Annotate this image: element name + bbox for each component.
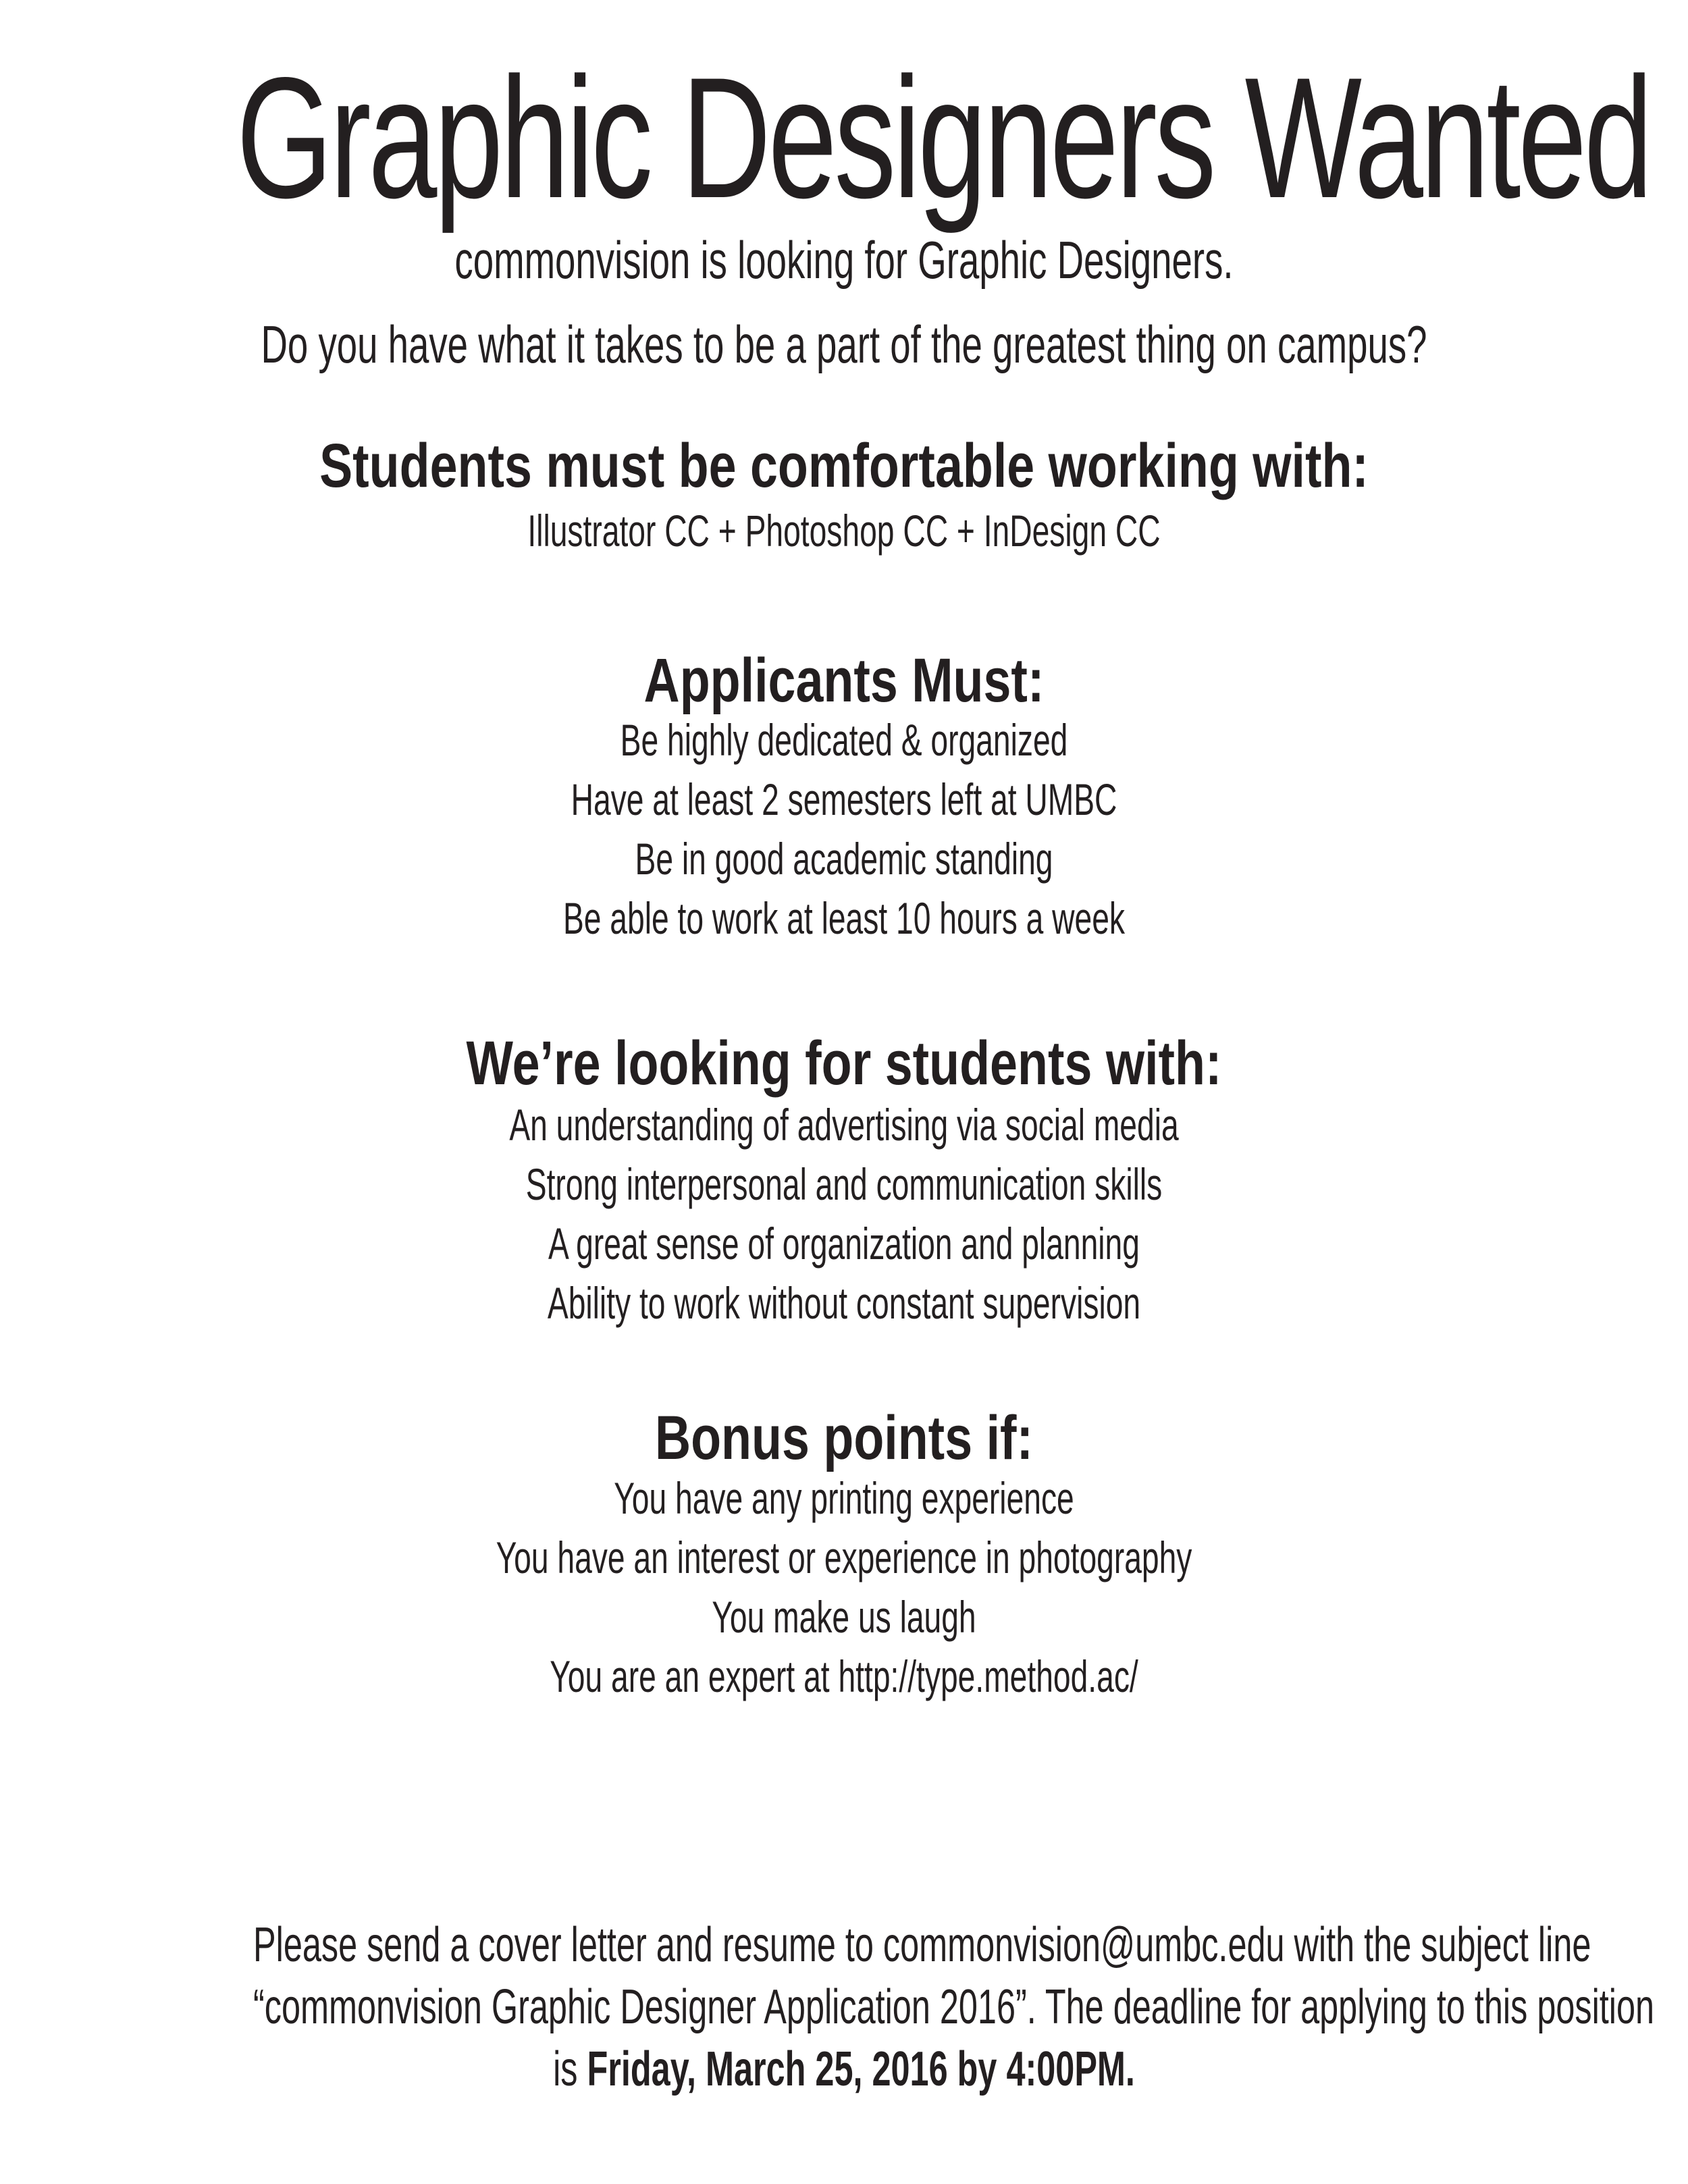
bonus-list <box>253 1468 1435 1706</box>
requirement-item: Be highly dedicated & organized <box>620 715 1068 765</box>
bonus-item: You are an expert at http://type.method.ac/ <box>550 1651 1138 1701</box>
quality-item: Strong interpersonal and communication skills <box>525 1159 1163 1209</box>
page-title: Graphic Designers Wanted <box>236 42 1650 234</box>
footer-line-1: Please send a cover letter and resume to commonvision@umbc.edu with the subject line <box>253 1918 1591 1972</box>
bonus-item: You have any printing experience <box>614 1473 1074 1523</box>
software-item: Illustrator CC + Photoshop CC + InDesign CC <box>527 506 1161 556</box>
bonus-heading: Bonus points if: <box>654 1404 1034 1472</box>
software-list <box>253 501 1435 560</box>
footer-line-3-prefix: is <box>553 2042 587 2096</box>
intro-line-2: Do you have what it takes to be a part of the greatest thing on campus? <box>261 315 1427 374</box>
software-heading: Students must be comfortable working with: <box>319 431 1369 500</box>
quality-item: An understanding of advertising via social media <box>509 1100 1179 1150</box>
quality-item: Ability to work without constant supervision <box>547 1278 1141 1328</box>
footer-line-2: “commonvision Graphic Designer Application 2016”. The deadline for applying to this position <box>253 1980 1655 2034</box>
requirement-item: Be able to work at least 10 hours a week <box>562 893 1126 943</box>
requirements-heading: Applicants Must: <box>643 646 1045 715</box>
requirement-item: Be in good academic standing <box>635 834 1053 884</box>
application-instructions <box>253 1914 1655 2100</box>
requirements-list <box>253 710 1435 948</box>
deadline: Friday, March 25, 2016 by 4:00PM. <box>587 2042 1135 2096</box>
footer-line-3 <box>253 2038 1435 2100</box>
bonus-item: You have an interest or experience in photography <box>496 1533 1192 1582</box>
quality-item: A great sense of organization and planning <box>548 1219 1140 1269</box>
intro-line-1: commonvision is looking for Graphic Designers. <box>454 230 1234 290</box>
qualities-list <box>253 1095 1435 1333</box>
requirement-item: Have at least 2 semesters left at UMBC <box>571 774 1117 824</box>
qualities-heading: We’re looking for students with: <box>466 1029 1222 1098</box>
bonus-item: You make us laugh <box>712 1592 976 1642</box>
